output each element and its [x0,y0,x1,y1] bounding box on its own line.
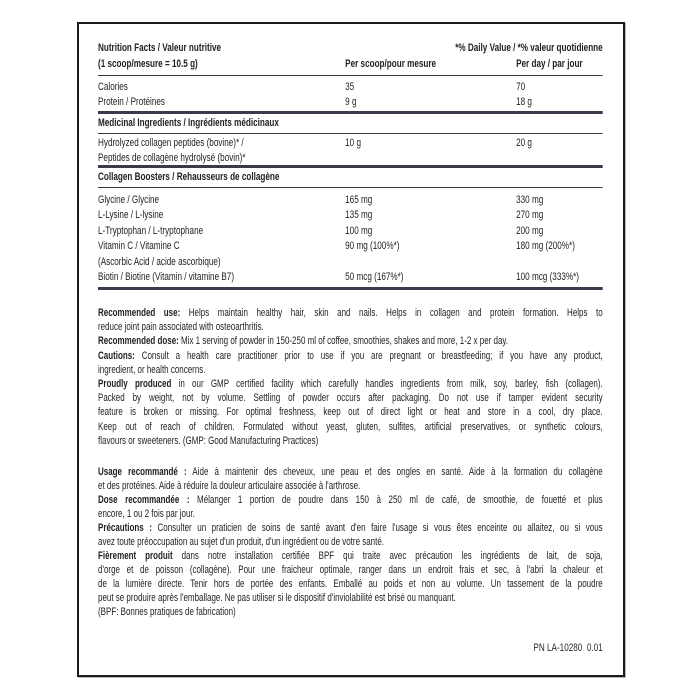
directions-line [98,320,603,334]
directions-text: flavours or sweeteners. (GMP: Good Manufacturing Practices) [98,434,319,447]
directions-line [98,434,603,448]
directions-text: d'orge et de poisson (collagène). Pour une fraicheur optimale, ranger dans un endroit frais et sec, à l'abri la chaleur et [98,564,603,577]
nutrient-per-scoop: 9 g [345,95,357,108]
booster-per-scoop: 90 mg (100%*) [345,240,400,252]
directions-label: Cautions: [98,349,135,362]
directions-line [98,549,603,563]
divider-rule-thick [98,165,603,168]
medicinal-ingredients-heading [98,116,603,131]
directions-text: de la lumière directe. Tenir hors de portée des enfants. Emballé au poids et non au volume. Un tassement de la poudre [98,578,603,591]
directions-text: Mix 1 serving of powder in 150-250 ml of coffee, smoothies, shakes and more, 1-2 x per day. [178,335,509,348]
booster-per-scoop: 165 mg [345,193,373,206]
serving-header-row [98,57,603,72]
booster-per-scoop: 50 mcg (167%*) [345,271,404,283]
directions-label: Précautions : [98,521,152,534]
serving-size: (1 scoop/mesure = 10.5 g) [98,57,198,70]
directions-line [98,591,603,605]
daily-value-note: *% Daily Value / *% valeur quotidienne [455,41,603,54]
directions-text: ingredient, or health concerns. [98,363,206,376]
ingredient-row-collagen [98,136,603,151]
ingredient-row-collagen-fr [98,151,603,166]
directions-text: reduce joint pain associated with osteoarthritis. [98,321,264,334]
directions-line [98,391,603,405]
divider-rule [98,133,603,134]
nutrient-per-scoop: 35 [345,80,355,93]
directions-line [98,465,603,479]
directions-line [98,363,603,377]
booster-per-day: 100 mcg (333%*) [516,271,579,283]
directions-line [98,306,603,320]
directions-text: Aide à maintenir des cheveux, une peau et des ongles en santé. Aide à la formation du collagène [186,465,603,478]
ingredient-per-scoop: 10 g [345,136,362,149]
directions-label: Fièrement produit [98,550,173,563]
nutrition-facts-title: Nutrition Facts / Valeur nutritive [98,41,222,54]
booster-row-vitamin-c [98,239,603,254]
directions-text: (BPF: Bonnes pratiques de fabrication) [98,606,236,619]
booster-name: L-Tryptophan / L-tryptophane [98,224,204,237]
directions-text: in our GMP certified facility which carefully handles ingredients from milk, soy, barley, fish (collagen). [171,378,603,391]
column-header-per-scoop: Per scoop/pour mesure [345,57,437,70]
directions-text: et des protéines. Aide à réduire la douleur articulaire associée à l'arthrose. [98,479,361,492]
directions-line [98,577,603,591]
directions-line [98,535,603,549]
section-heading: Medicinal Ingredients / Ingrédients médicinaux [98,116,279,129]
directions-text: avez toute préoccupation au sujet d'un produit, d'un ingrédient ou de votre santé. [98,535,384,548]
booster-name: Vitamin C / Vitamine C [98,240,180,252]
directions-text: encore, 1 ou 2 fois par jour. [98,507,195,520]
directions-line [98,605,603,619]
column-header-per-day: Per day / par jour [516,57,583,70]
directions-text: Helps maintain healthy hair, skin and nails. Helps in collagen and protein formation. Helps to [180,307,603,319]
directions-label: Proudly produced [98,378,172,391]
directions-line [98,479,603,493]
collagen-boosters-heading [98,170,603,185]
directions-line [98,405,603,419]
directions-line [98,334,603,348]
directions-text: Packed by weight, not by volume. Settling of powder occurs after packaging. Do not use if tamper evident security [98,392,603,405]
directions-line [98,349,603,363]
directions-english [98,306,603,448]
directions-text: dans notre installation certifiée BPF qui traite avec précaution les ingrédients de lait, de soja, [172,550,603,563]
divider-rule-thick [98,111,603,114]
booster-per-scoop: 100 mg [345,224,373,237]
ingredient-name-line2: Peptides de collagène hydrolysé (bovin)* [98,151,246,164]
directions-line [98,420,603,434]
booster-name: Glycine / Glycine [98,193,160,206]
directions-label: Recommended use: [98,307,181,319]
directions-label: Dose recommandée : [98,493,190,506]
divider-rule [98,75,603,77]
nutrition-header-row [98,41,603,56]
directions-line [98,377,603,391]
booster-name: Biotin / Biotine (Vitamin / vitamine B7) [98,271,235,283]
booster-per-day: 200 mg [516,224,544,237]
nutrient-name: Calories [98,80,128,93]
booster-row-tryptophan [98,224,603,239]
label-content [98,0,603,700]
directions-line [98,493,603,507]
section-heading: Collagen Boosters / Rehausseurs de collagène [98,170,280,183]
booster-row-glycine [98,193,603,208]
booster-per-day: 180 mg (200%*) [516,240,575,252]
nutrient-row-protein [98,95,603,110]
directions-text: peut se produire après l'emballage. Ne pas utiliser si le dispositif d'inviolabilité est brisé ou manquant. [98,592,456,605]
nutrient-row-calories [98,80,603,95]
booster-name: L-Lysine / L-lysine [98,209,164,221]
divider-rule-heavy [98,287,603,290]
directions-line [98,563,603,577]
booster-name-line2: (Ascorbic Acid / acide ascorbique) [98,255,221,268]
directions-french [98,465,603,620]
ingredient-name: Hydrolyzed collagen peptides (bovine)* / [98,136,244,149]
divider-rule [98,187,603,188]
nutrient-per-day: 18 g [516,95,532,108]
directions-line [98,521,603,535]
part-number: PN LA-10280 0.01 [533,642,603,654]
directions-text: feature is broken or missing. For optimal freshness, keep out of direct light or heat and store in a cool, dry place. [98,406,603,419]
directions-text: Consulter un praticien de soins de santé avant d'en faire l'usage si vous êtes enceinte ou allaitez, ou si vous [151,521,603,534]
booster-per-day: 270 mg [516,209,544,221]
directions-label: Recommended dose: [98,335,179,348]
booster-row-lysine [98,208,603,223]
booster-row-biotin [98,270,603,285]
directions-line [98,507,603,521]
nutrient-name: Protein / Protéines [98,95,165,108]
booster-per-scoop: 135 mg [345,209,373,221]
directions-text: Keep out of reach of children. Formulated without yeast, gluten, sulfites, artificial preservatives, or synthetic colours, [98,420,603,433]
directions-text: Mélanger 1 portion de poudre dans 150 à 250 ml de café, de smoothie, de fouetté et plus [189,493,603,506]
nutrient-per-day: 70 [516,80,526,93]
booster-row-vitamin-c-subtitle [98,255,603,270]
booster-per-day: 330 mg [516,193,544,206]
ingredient-per-day: 20 g [516,136,532,149]
directions-label: Usage recommandé : [98,465,187,478]
directions-text: Consult a health care practitioner prior to use if you are pregnant or breastfeeding; if you have any product, [134,349,603,362]
